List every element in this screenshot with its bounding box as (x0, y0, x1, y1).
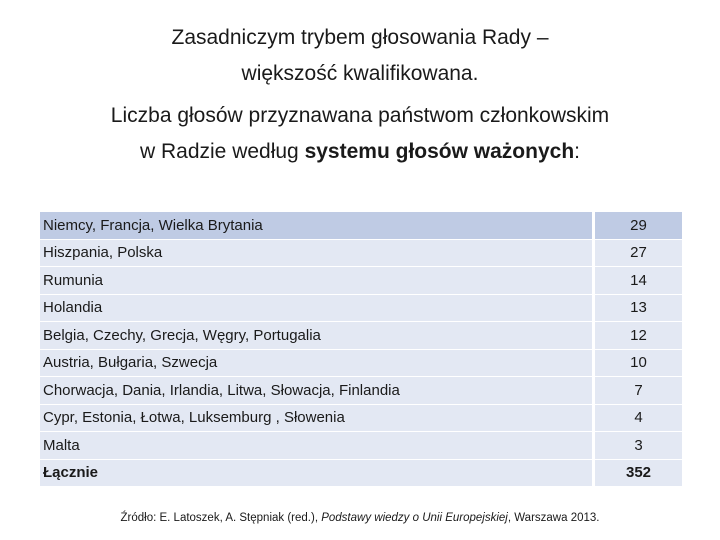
source-citation (0, 512, 720, 524)
total-votes-cell: 352 (595, 460, 682, 488)
country-cell: Holandia (40, 295, 592, 323)
table-total-row (40, 460, 682, 488)
page-title-line-1: Zasadniczym trybem głosowania Rady – (171, 26, 549, 49)
votes-table (40, 212, 682, 487)
total-label-cell: Łącznie (40, 460, 592, 488)
source-prefix: Źródło: E. Latoszek, A. Stępniak (red.), (120, 512, 322, 524)
source-suffix: , Warszawa 2013. (507, 512, 600, 524)
votes-cell: 4 (595, 405, 682, 433)
votes-cell: 13 (595, 295, 682, 323)
country-cell: Cypr, Estonia, Łotwa, Luksemburg , Słowenia (40, 405, 592, 433)
votes-cell: 10 (595, 350, 682, 378)
subtitle-line-2 (0, 134, 720, 170)
page-title-line-2: większość kwalifikowana. (241, 62, 479, 85)
country-cell: Belgia, Czechy, Grecja, Węgry, Portugalia (40, 322, 592, 350)
source-italic-title: Podstawy wiedzy o Unii Europejskiej (321, 512, 508, 524)
table-row (40, 350, 682, 378)
votes-cell: 12 (595, 322, 682, 350)
country-cell: Chorwacja, Dania, Irlandia, Litwa, Słowacja, Finlandia (40, 377, 592, 405)
table-row (40, 212, 682, 240)
votes-cell: 27 (595, 240, 682, 268)
table-row (40, 267, 682, 295)
country-cell: Rumunia (40, 267, 592, 295)
country-cell: Austria, Bułgaria, Szwecja (40, 350, 592, 378)
country-cell: Hiszpania, Polska (40, 240, 592, 268)
subtitle-line-1: Liczba głosów przyznawana państwom członkowskim (110, 104, 610, 127)
country-cell: Niemcy, Francja, Wielka Brytania (40, 212, 592, 240)
votes-cell: 29 (595, 212, 682, 240)
subtitle-prefix: w Radzie według (139, 140, 305, 163)
table-row (40, 322, 682, 350)
table-row (40, 295, 682, 323)
table-row (40, 405, 682, 433)
subtitle-suffix: : (574, 140, 580, 163)
country-cell: Malta (40, 432, 592, 460)
votes-cell: 7 (595, 377, 682, 405)
subtitle-bold: systemu głosów ważonych (304, 140, 575, 163)
votes-cell: 14 (595, 267, 682, 295)
table-row (40, 377, 682, 405)
votes-cell: 3 (595, 432, 682, 460)
table-row (40, 432, 682, 460)
table-row (40, 240, 682, 268)
